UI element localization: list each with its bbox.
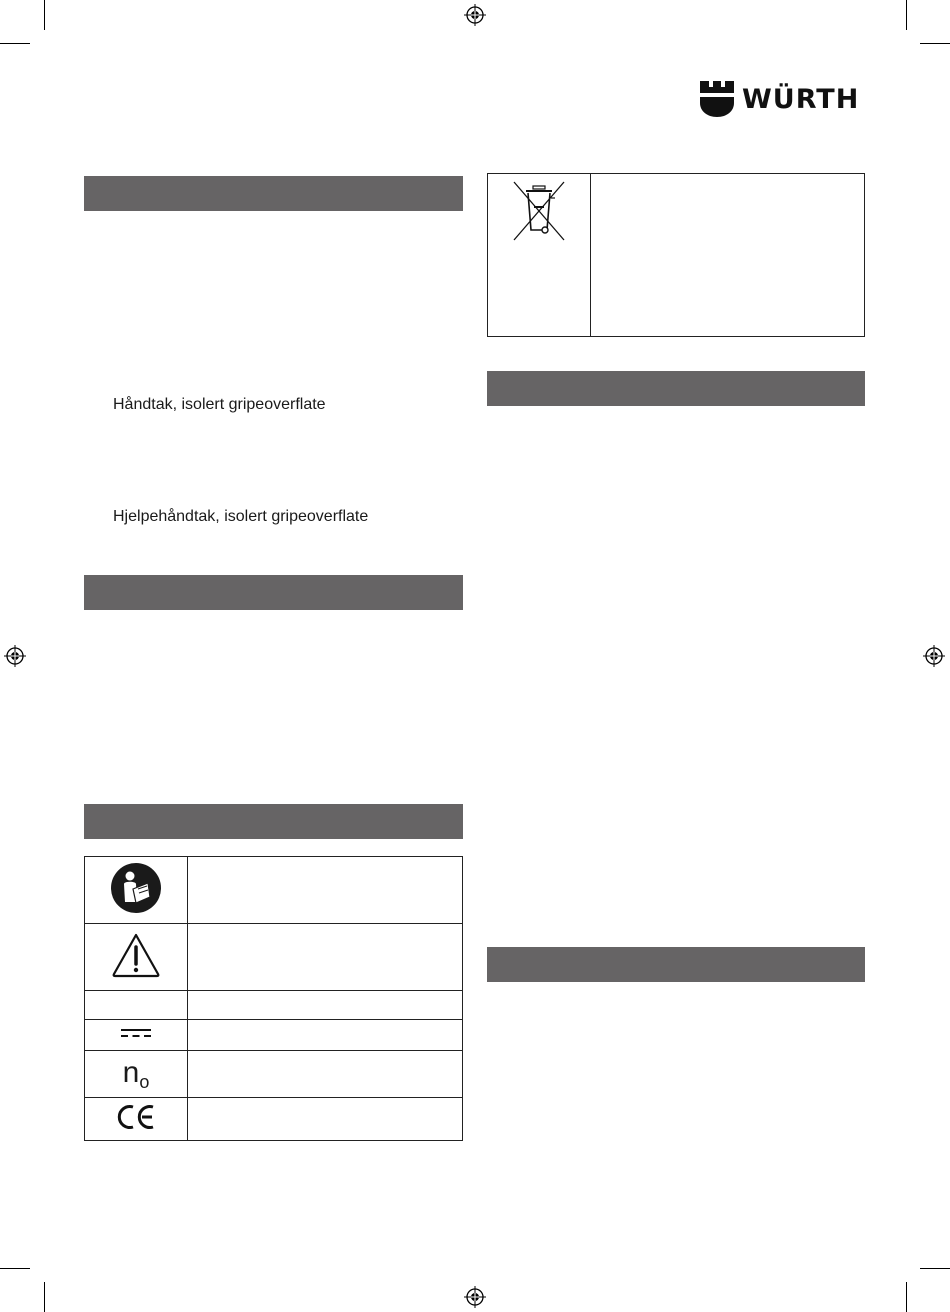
ce-mark-icon [115, 1104, 157, 1130]
registration-mark-right-icon [923, 645, 945, 667]
component-label-aux-handle: Hjelpehåndtak, isolert gripeoverflate [113, 508, 369, 525]
wurth-tower-icon [700, 81, 734, 117]
crossed-bin-icon [510, 180, 568, 242]
registration-mark-left-icon [4, 645, 26, 667]
registration-mark-top-icon [464, 4, 486, 26]
table-row [85, 991, 463, 1020]
symbol-description [188, 1020, 463, 1051]
brand-name: WÜRTH [742, 83, 860, 115]
section-header-bar-4 [487, 371, 865, 406]
section-header-bar-3 [84, 804, 463, 839]
crop-mark-bottom-right [906, 1282, 907, 1312]
brand-logo [700, 80, 868, 118]
read-manual-icon [110, 862, 162, 914]
table-row [85, 1098, 463, 1141]
crop-mark-bottom-right-h [920, 1268, 950, 1269]
warning-triangle-icon [111, 932, 161, 978]
symbols-table [84, 856, 463, 1141]
crop-mark-bottom-left-h [0, 1268, 30, 1269]
component-label-handle: Håndtak, isolert gripeoverflate [113, 396, 326, 413]
symbol-description [188, 1051, 463, 1098]
table-row [85, 924, 463, 991]
symbol-description [188, 991, 463, 1020]
section-header-bar-1 [84, 176, 463, 211]
table-row [85, 1020, 463, 1051]
table-row [85, 857, 463, 924]
crop-mark-bottom-left [44, 1282, 45, 1312]
section-header-bar-5 [487, 947, 865, 982]
crop-mark-top-left-h [0, 43, 30, 44]
weee-disposal-box [487, 173, 865, 337]
registration-mark-bottom-icon [464, 1286, 486, 1308]
crop-mark-top-left [44, 0, 45, 30]
table-row [85, 1051, 463, 1098]
no-load-speed-icon: $n_o$ [122, 1055, 150, 1092]
direct-current-icon [120, 1027, 152, 1039]
symbol-description [188, 857, 463, 924]
crop-mark-top-right [906, 0, 907, 30]
crop-mark-top-right-h [920, 43, 950, 44]
symbol-description [188, 924, 463, 991]
section-header-bar-2 [84, 575, 463, 610]
symbol-description [188, 1098, 463, 1141]
